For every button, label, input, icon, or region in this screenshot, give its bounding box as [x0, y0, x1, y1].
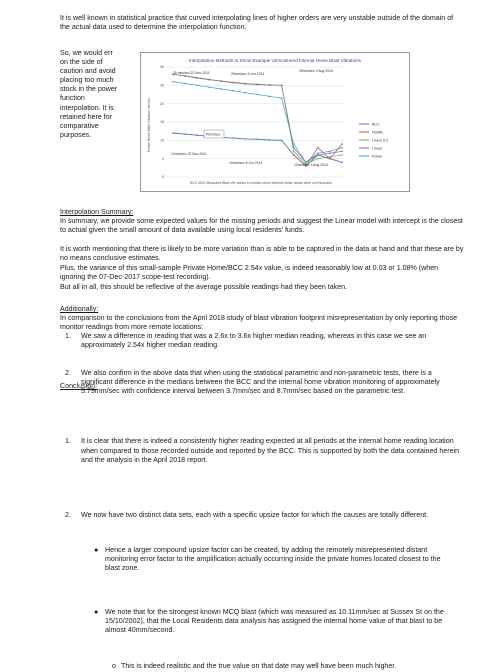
side-line: stock in the power: [60, 85, 118, 94]
annotation-bottom-3: 10mm/sec 3 Aug 2016: [294, 163, 328, 167]
data-point: [245, 83, 247, 85]
legend-label: Linear (C): [372, 138, 388, 143]
data-point: [329, 152, 331, 154]
data-point: [329, 151, 331, 153]
annotation-bottom-2: 10mm/sec 5 Jun 2014: [229, 161, 263, 165]
data-point: [341, 154, 343, 156]
annotation-top-3: 25mm/sec 3 Aug 2016: [299, 69, 333, 73]
data-point: [196, 77, 198, 79]
conclusion-item-1: [65, 437, 461, 464]
legend-label: Linear: [372, 146, 382, 151]
annotation-bottom-1: 12mm/sec 22 Nov 2011: [171, 152, 207, 156]
data-point: [208, 86, 210, 88]
data-point: [184, 75, 186, 77]
data-point: [317, 147, 319, 149]
data-point: [257, 138, 259, 140]
conclusion-sub-bullet: [112, 662, 455, 671]
data-point: [245, 92, 247, 94]
data-point: [196, 134, 198, 136]
data-point: [281, 85, 283, 87]
conclusion-bullet-1: [94, 545, 457, 573]
side-paragraph: [60, 49, 140, 140]
data-point: [293, 143, 295, 145]
data-point: [269, 139, 271, 141]
data-point: [281, 140, 283, 142]
data-point: [341, 151, 343, 153]
side-line: retained here for: [60, 112, 113, 121]
additionally-item-1: [65, 332, 461, 350]
side-line: on the side of: [60, 58, 103, 67]
bullet-text: Hence a larger compound upsize factor can be created, by adding the remotely misrepresented distant monitoring error factor to the amplification actually occurring inside the private homes located closest to the blast zone.: [105, 545, 441, 573]
data-point: [184, 83, 186, 85]
chart-y-ticks: [160, 65, 164, 179]
chart-svg: [141, 53, 409, 191]
bullet-text: We note that for the strongest known MCQ blast (which was measured as 10.11mm/sec at Sussex St on the 15/10/2002), that the Local Residents data analysis has assigned the internal home value of that blast to be almost 40mm/second.: [105, 608, 444, 635]
data-point: [172, 81, 174, 83]
data-point: [208, 79, 210, 81]
data-point: [317, 154, 319, 156]
data-point: [184, 133, 186, 135]
y-tick-label: 25: [160, 83, 164, 88]
data-point: [233, 82, 235, 84]
intro-paragraph: It is well known in statistical practice that curved interpolating lines of higher orders are very unstable outside of the domain of the actual data used to determine the interpolation function.: [60, 14, 454, 32]
sub-bullet-marker: o: [112, 662, 116, 671]
summary-heading: Interpolation Summary:: [60, 208, 134, 216]
bullet-marker: ●: [94, 545, 99, 554]
data-point: [257, 84, 259, 86]
data-point: [220, 81, 222, 83]
data-point: [293, 154, 295, 156]
data-point: [257, 94, 259, 96]
summary-paragraph-1: In summary, we provide some expected values for the missing periods and suggest the Linear model with intercept is the closest to actual given the small amount of data available using local residents' funds.: [60, 217, 463, 235]
y-tick-label: 30: [160, 65, 164, 70]
conclusion-heading: Conclusion:: [60, 382, 98, 390]
annotation-top-2: 25mm/sec 5 Jun 2014: [231, 72, 265, 76]
data-point: [196, 85, 198, 87]
list-number: 2.: [65, 369, 71, 378]
data-point: [220, 88, 222, 90]
chart-title: Interpolation Methods to Show Example Unmonitored Internal Home Blast Vibrations: [188, 58, 362, 63]
list-item-text: We also confirm in the above data that when using the statistical parametric and non-parametric tests, there is a significant difference in the medians between the BCC and the internal home vibration monitoring of approximately 5.79mm/sec with confidence interval between 3.7mm/sec and 8.7mm/sec based on the parametric test.: [81, 369, 440, 396]
plot-area-tooltip: Plot Area: [206, 132, 220, 137]
side-line: function: [60, 94, 85, 103]
legend-label: HOME: [372, 130, 383, 135]
list-item-text: We saw a difference in reading that was a 2.6x to 3.6x higher median reading, whereas in this case we see an approximately 2.54x higher median reading.: [81, 332, 427, 350]
summary-paragraph-4: But all in all, this should be reflective of the average possible readings had they been taken.: [60, 283, 348, 291]
data-point: [269, 96, 271, 98]
data-point: [281, 97, 283, 99]
data-point: [245, 138, 247, 140]
additionally-heading: Additionally:: [60, 305, 99, 313]
list-item-text: It is clear that there is indeed a consistently higher reading expected at all periods at the internal home reading location when compared to those recorded outside and reported by the BCC. This is supported by both the data contained herein and the analysis in the April 2018 report.: [81, 437, 460, 464]
side-line: placing too much: [60, 76, 114, 85]
bullet-marker: ●: [94, 608, 99, 617]
data-point: [269, 84, 271, 86]
conclusion-bullet-2: [94, 608, 457, 635]
legend-label: BCC: [372, 122, 380, 127]
side-line: interpolation. It is: [60, 103, 114, 112]
series-line-2: [173, 74, 342, 164]
data-point: [341, 147, 343, 149]
data-point: [233, 137, 235, 139]
data-point: [329, 158, 331, 160]
data-point: [317, 152, 319, 154]
list-number: 1.: [65, 332, 71, 340]
chart-xlabel: BCC MOD Measured Blast Vib Values in mm/sec when Internal Home Values were not Recorded: [190, 181, 332, 185]
data-point: [233, 90, 235, 92]
summary-paragraph-3: Plus, the variance of this small-sample Private Home/BCC 2.54x value, is indeed reasonably low at 0.03 or 1.08% (when ignoring the 07-Dec-2017 scope-test recording).: [60, 264, 439, 282]
y-tick-label: 20: [160, 101, 164, 106]
summary-paragraph-2: It is worth mentioning that there is likely to be more variation than is able to be captured in the data at hand and that these are by no means conclusive estimates.: [60, 245, 464, 263]
interpolation-chart: [140, 52, 410, 192]
y-tick-label: 15: [160, 120, 164, 125]
side-line: So, we would err: [60, 49, 113, 57]
list-number: 2.: [65, 510, 71, 519]
data-point: [341, 162, 343, 164]
y-tick-label: 0: [162, 175, 164, 180]
annotation-top-1: 28 mm/sec 22 Nov 2011: [173, 71, 210, 75]
list-number: 1.: [65, 437, 71, 446]
chart-legend: [359, 122, 388, 158]
side-line: caution and avoid: [60, 67, 116, 76]
y-tick-label: 5: [162, 156, 164, 161]
data-point: [293, 151, 295, 153]
data-point: [317, 158, 319, 160]
additionally-paragraph: In comparison to the conclusions from the April 2018 study of blast vibration footprint misrepresentation by only reporting those monitor readings from more remote locations:: [60, 314, 458, 332]
legend-label: Power: [372, 154, 383, 159]
data-point: [293, 147, 295, 149]
conclusion-item-2: [65, 510, 461, 520]
list-item-text: We now have two distinct data sets, each with a specific upsize factor for which the causes are totally different.: [81, 510, 429, 519]
y-tick-label: 10: [160, 138, 164, 143]
chart-ylabel: Private Home Blast Vibration mm/sec: [147, 97, 151, 153]
side-line: comparative: [60, 121, 99, 130]
data-point: [341, 143, 343, 145]
side-line: purposes.: [60, 130, 92, 139]
data-point: [329, 156, 331, 158]
sub-bullet-text: This is indeed realistic and the true value on that date may well have been much higher.: [121, 662, 397, 671]
data-point: [172, 132, 174, 134]
